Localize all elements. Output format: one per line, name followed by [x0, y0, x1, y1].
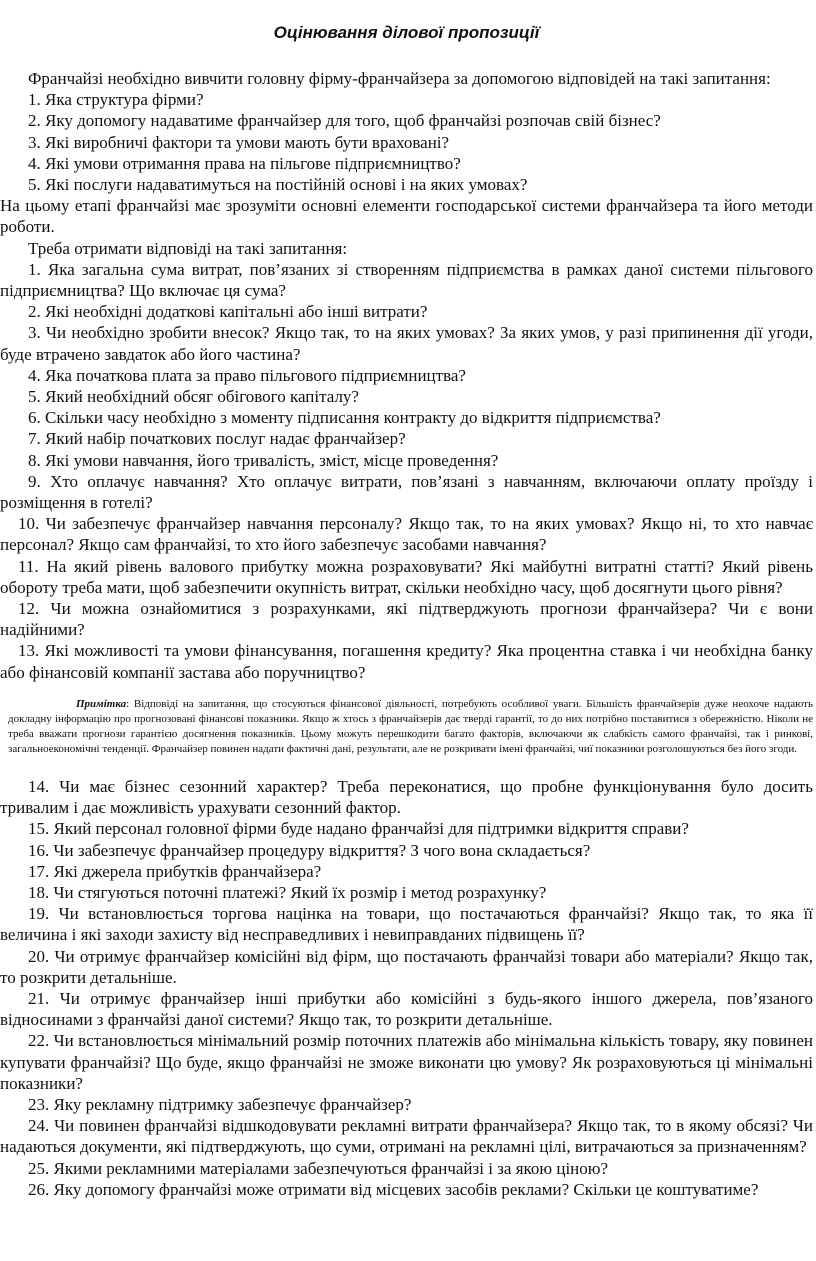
document-body [0, 68, 813, 683]
intro-paragraph: Франчайзі необхідно вивчити головну фірму-франчайзера за допомогою відповідей на такі запитання: [28, 69, 771, 88]
question-list-b [0, 259, 813, 683]
question-list-c [0, 776, 813, 1200]
question-item: 25. Якими рекламними матеріалами забезпечуються франчайзі і за якою ціною? [28, 1158, 609, 1178]
question-item: 7. Який набір початкових послуг надає франчайзер? [28, 429, 406, 449]
question-item: 17. Які джерела прибутків франчайзера? [28, 861, 322, 881]
question-item: 20. Чи отримує франчайзер комісійні від фірм, що постачають франчайзі товари або матеріали? Якщо так, то розкрити детальніше. [0, 946, 813, 987]
question-item: 11. На який рівень валового прибутку можна розраховувати? Які майбутні витратні статті? Який рівень обороту треба мати, щоб забезпечити окупність витрат, скільки необхідно часу, щоб досягнути цього рівня? [0, 556, 813, 597]
question-item: 4. Яка початкова плата за право пільгового підприємництва? [28, 365, 466, 385]
question-item: 2. Які необхідні додаткові капітальні або інші витрати? [28, 302, 428, 322]
question-item: 26. Яку допомогу франчайзі може отримати від місцевих засобів реклами? Скільки це коштуватиме? [28, 1179, 759, 1199]
question-item: 10. Чи забезпечує франчайзер навчання персоналу? Якщо так, то на яких умовах? Якщо ні, то хто навчає персонал? Якщо сам франчайзі, то хто його забезпечує засобами навчання? [0, 514, 813, 555]
question-item: 4. Які умови отримання права на пільгове підприємництво? [28, 153, 461, 173]
question-item: 13. Які можливості та умови фінансування, погашення кредиту? Яка процентна ставка і чи необхідна банку або фінансовій компанії застава або поручництво? [0, 641, 813, 682]
question-item: 1. Яка загальна сума витрат, пов’язаних зі створенням підприємства в рамках даної системи пільгового підприємництва? Що включає ця сума? [0, 259, 813, 301]
question-item: 14. Чи має бізнес сезонний характер? Треба переконатися, що пробне функціонування було досить тривалим і дає можливість урахувати сезонний фактор. [0, 776, 813, 818]
question-item: 9. Хто оплачує навчання? Хто оплачує витрати, пов’язані з навчанням, включаючи оплату проїзду і розміщення в готелі? [0, 471, 813, 513]
document-body-continued [0, 776, 813, 1200]
question-item: 6. Скільки часу необхідно з моменту підписання контракту до відкриття підприємства? [28, 408, 661, 428]
note-label: Примітка [76, 697, 127, 710]
question-item: 16. Чи забезпечує франчайзер процедуру відкриття? З чого вона складається? [28, 840, 591, 860]
question-item: 5. Який необхідний обсяг обігового капіталу? [28, 387, 359, 407]
question-item: 3. Які виробничі фактори та умови мають бути враховані? [28, 132, 450, 152]
question-item: 21. Чи отримує франчайзер інші прибутки або комісійні з будь-якого іншого джерела, пов’язаного відносинами з франчайзі даної системи? Якщо так, то розкрити детальніше. [0, 988, 813, 1030]
question-item: 24. Чи повинен франчайзі відшкодовувати рекламні витрати франчайзера? Якщо так, то в якому обсязі? Чи надаються документи, які підтверджують, що суми, отримані на рекламні цілі, витрачаються за призначенням? [0, 1116, 813, 1157]
note-block [0, 697, 813, 757]
question-item: 1. Яка структура фірми? [28, 90, 204, 110]
mid-paragraph: На цьому етапі франчайзі має зрозуміти основні елементи господарської системи франчайзера та його методи роботи. [0, 196, 813, 237]
question-item: 12. Чи можна ознайомитися з розрахунками, які підтверджують прогнози франчайзера? Чи є вони надійними? [0, 599, 813, 640]
question-item: 8. Які умови навчання, його тривалість, зміст, місце проведення? [28, 450, 499, 470]
intro2-paragraph: Треба отримати відповіді на такі запитання: [28, 238, 348, 258]
question-item: 19. Чи встановлюється торгова націнка на товари, що постачаються франчайзі? Якщо так, то яка її величина і які заходи захисту від несправедливих і невиправданих підвищень її? [0, 904, 813, 945]
question-item: 3. Чи необхідно зробити внесок? Якщо так, то на яких умовах? За яких умов, у разі припинення дії угоди, буде втрачено завдаток або його частина? [0, 323, 813, 364]
question-list-a [0, 89, 813, 195]
question-item: 23. Яку рекламну підтримку забезпечує франчайзер? [28, 1094, 412, 1114]
question-item: 22. Чи встановлюється мінімальний розмір поточних платежів або мінімальна кількість товару, яку повинен купувати франчайзі? Що буде, якщо франчайзі не зможе виконати цю умову? Як розраховуються ці мінімальні показники? [0, 1031, 813, 1093]
question-item: 5. Які послуги надаватимуться на постійній основі і на яких умовах? [28, 175, 528, 195]
question-item: 15. Який персонал головної фірми буде надано франчайзі для підтримки відкриття справи? [28, 819, 689, 839]
question-item: 18. Чи стягуються поточні платежі? Який їх розмір і метод розрахунку? [28, 882, 547, 902]
question-item: 2. Яку допомогу надаватиме франчайзер для того, щоб франчайзі розпочав свій бізнес? [28, 111, 661, 131]
document-title: Оцінювання ділової пропозиції [273, 23, 540, 42]
note-text: : Відповіді на запитання, що стосуються фінансової діяльності, потребують особливої уваги. Більшість франчайзерів дуже неохоче надають докладну інформацію про прогнозовані фінансові показники. Якщо ж хтось з франчайзерів дає тверді гарантії, то до них потрібно поставитися з обережністю. Ніколи не треба вважати прогнози гарантією досягнення показників. Цьому можуть перешкодити багато факторів, включаючи як слабкість самого франчайзі, так і ринкові, загальноекономічні тенденції. Франчайзер повинен надати фактичні дані, результати, але не розкривати імені франчайзі, чиї показники розголошуються без його згоди. [8, 697, 813, 755]
